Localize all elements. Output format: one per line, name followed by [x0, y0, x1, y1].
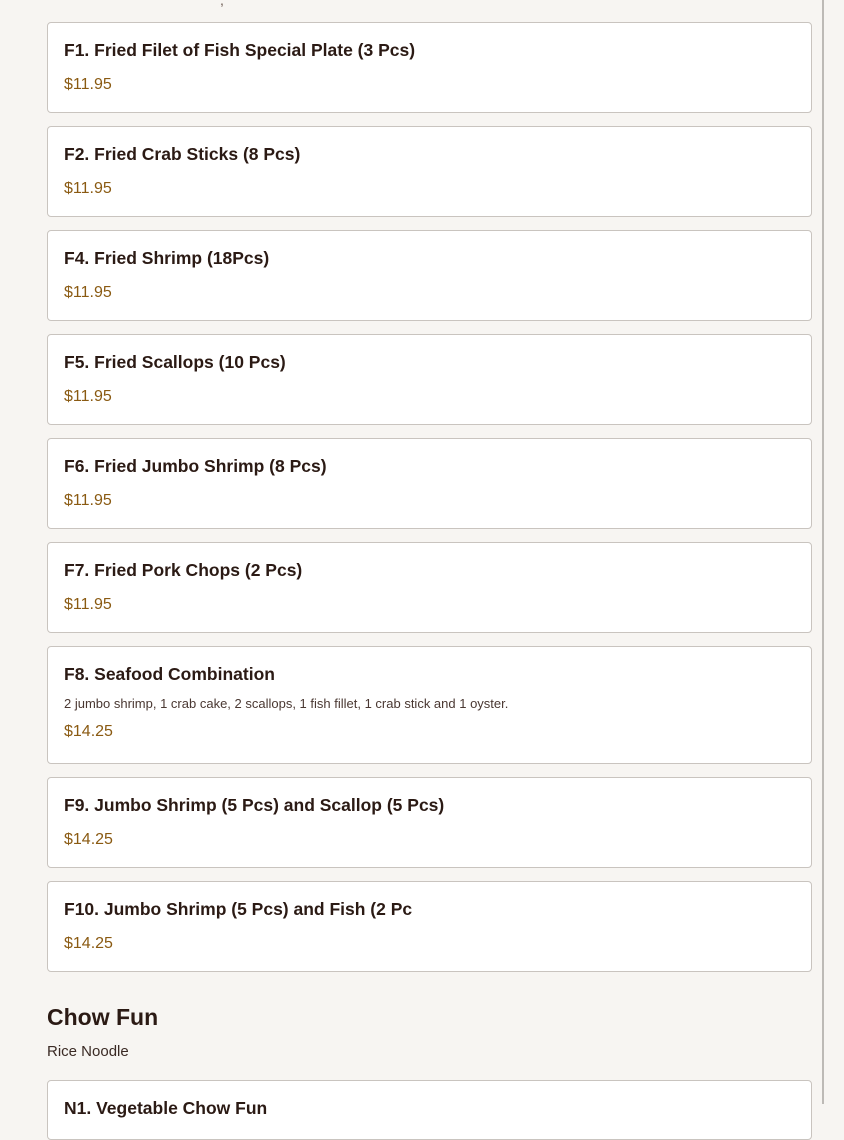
item-title: F2. Fried Crab Sticks (8 Pcs): [64, 144, 301, 164]
item-price: $11.95: [64, 596, 112, 613]
menu-item-card[interactable]: [47, 1080, 812, 1140]
item-title: N1. Vegetable Chow Fun: [64, 1098, 268, 1118]
menu-item-card[interactable]: [47, 230, 812, 321]
menu-item-card[interactable]: [47, 334, 812, 425]
section-subtitle: Rice Noodle: [47, 1043, 129, 1060]
item-price: $11.95: [64, 492, 112, 509]
item-price: $14.25: [64, 935, 113, 952]
item-title: F5. Fried Scallops (10 Pcs): [64, 352, 286, 372]
clipped-text-fragment: ,: [220, 0, 224, 8]
menu-item-card[interactable]: [47, 646, 812, 764]
menu-item-card[interactable]: [47, 542, 812, 633]
item-price: $11.95: [64, 284, 112, 301]
item-title: F9. Jumbo Shrimp (5 Pcs) and Scallop (5 Pcs): [64, 795, 445, 815]
item-title: F4. Fried Shrimp (18Pcs): [64, 248, 270, 268]
menu-item-card[interactable]: [47, 777, 812, 868]
content-right-border: [822, 0, 824, 1104]
item-description: 2 jumbo shrimp, 1 crab cake, 2 scallops, 1 fish fillet, 1 crab stick and 1 oyster.: [64, 696, 509, 711]
item-title: F7. Fried Pork Chops (2 Pcs): [64, 560, 303, 580]
item-title: F6. Fried Jumbo Shrimp (8 Pcs): [64, 456, 327, 476]
item-title: F8. Seafood Combination: [64, 664, 275, 684]
section-title: Chow Fun: [47, 1004, 159, 1030]
item-price: $14.25: [64, 831, 113, 848]
menu-item-card[interactable]: [47, 22, 812, 113]
menu-item-list: [47, 22, 812, 985]
item-price: $14.25: [64, 723, 113, 740]
menu-item-card[interactable]: [47, 881, 812, 972]
item-price: $11.95: [64, 180, 112, 197]
item-price: $11.95: [64, 76, 112, 93]
menu-item-card[interactable]: [47, 126, 812, 217]
section-header-chow-fun: [47, 1002, 158, 1062]
menu-item-card[interactable]: [47, 438, 812, 529]
item-title: F10. Jumbo Shrimp (5 Pcs) and Fish (2 Pc: [64, 899, 413, 919]
item-price: $11.95: [64, 388, 112, 405]
item-title: F1. Fried Filet of Fish Special Plate (3 Pcs): [64, 40, 416, 60]
